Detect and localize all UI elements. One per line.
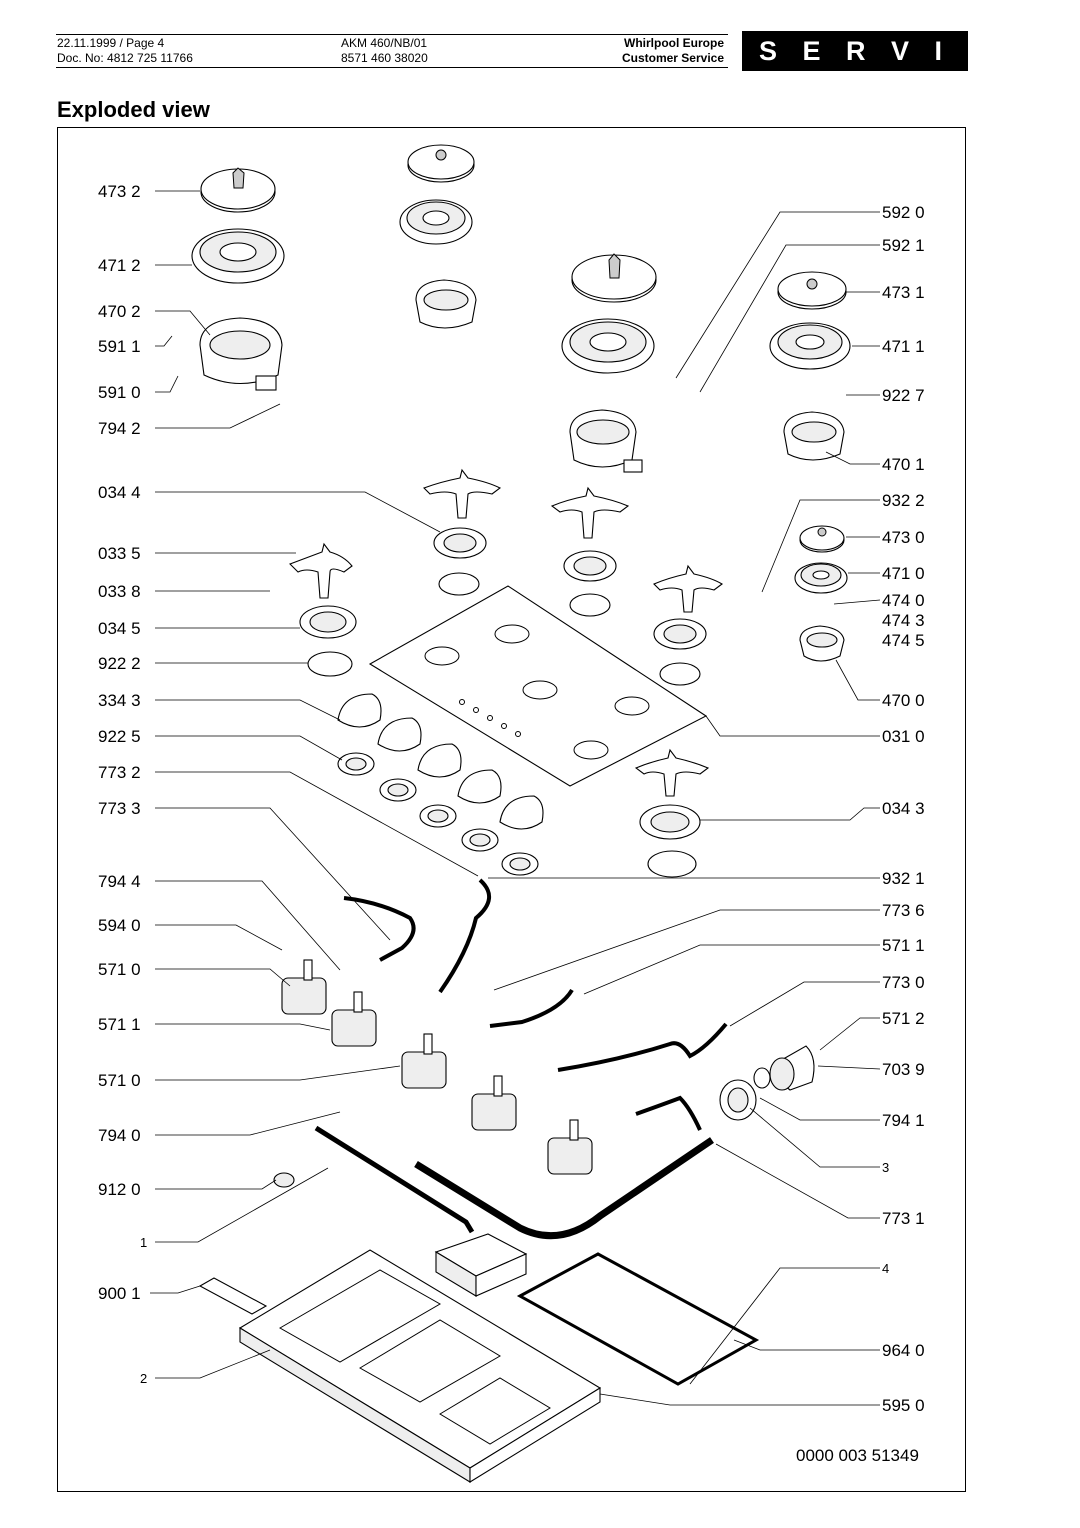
label-471-2: 471 2 [98,256,141,275]
label-471-0: 471 0 [882,564,925,583]
drawing-code: 0000 003 51349 [796,1446,919,1465]
gas-pipes [316,880,726,1236]
label-932-1: 932 1 [882,869,925,888]
label-594-0: 594 0 [98,916,141,935]
label-773-2: 773 2 [98,763,141,782]
label-571-1: 571 1 [98,1015,141,1034]
label-471-1: 471 1 [882,337,925,356]
label-592-1: 592 1 [882,236,925,255]
label-773-6: 773 6 [882,901,925,920]
label-773-0: 773 0 [882,973,925,992]
label-922-7: 922 7 [882,386,925,405]
right-part-labels [882,203,925,1415]
label-034-4: 034 4 [98,483,141,502]
burner-crowns [192,200,850,593]
header-department: Customer Service [621,51,724,65]
label-3: 3 [882,1160,890,1175]
label-4: 4 [882,1261,890,1276]
label-474-5: 474 5 [882,631,925,650]
label-591-1: 591 1 [98,337,141,356]
label-922-5: 922 5 [98,727,141,746]
bottom-housing [240,1250,600,1482]
label-794-1: 794 1 [882,1111,925,1130]
label-474-0: 474 0 [882,591,925,610]
header-doc-number: Doc. No: 4812 725 11766 [57,51,193,65]
label-473-0: 473 0 [882,528,925,547]
burner-caps [201,145,846,552]
label-470-2: 470 2 [98,302,141,321]
service-badge: S E R V I C E [742,31,968,71]
elbow-connectors [720,1046,814,1120]
label-571-1-r: 571 1 [882,936,925,955]
label-794-0: 794 0 [98,1126,141,1145]
label-1: 1 [140,1235,148,1250]
label-571-0: 571 0 [98,960,141,979]
label-031-0: 031 0 [882,727,925,746]
label-473-1: 473 1 [882,283,925,302]
label-473-2: 473 2 [98,182,141,201]
label-922-2: 922 2 [98,654,141,673]
label-033-8: 033 8 [98,582,141,601]
label-034-3: 034 3 [882,799,925,818]
label-773-3: 773 3 [98,799,141,818]
header-company: Whirlpool Europe [624,36,724,50]
label-571-2: 571 2 [882,1009,925,1028]
label-571-0-b: 571 0 [98,1071,141,1090]
label-474-3: 474 3 [882,611,925,630]
left-part-labels [98,182,147,1386]
label-703-9: 703 9 [882,1060,925,1079]
header-date-page: 22.11.1999 / Page 4 [57,36,165,50]
label-2: 2 [140,1371,148,1386]
label-592-0: 592 0 [882,203,925,222]
glass-hob-plate [370,586,706,786]
label-773-1: 773 1 [882,1209,925,1228]
header-model-code: 8571 460 38020 [341,51,428,65]
header-model: AKM 460/NB/01 [341,36,428,50]
label-334-3: 334 3 [98,691,141,710]
label-932-2: 932 2 [882,491,925,510]
label-912-0: 912 0 [98,1180,141,1199]
label-794-4: 794 4 [98,872,141,891]
gas-valves [282,960,592,1174]
label-595-0: 595 0 [882,1396,925,1415]
label-470-1: 470 1 [882,455,925,474]
page-title: Exploded view [57,97,210,122]
label-794-2: 794 2 [98,419,141,438]
label-033-5: 033 5 [98,544,141,563]
label-591-0: 591 0 [98,383,141,402]
label-470-0: 470 0 [882,691,925,710]
label-034-5: 034 5 [98,619,141,638]
label-964-0: 964 0 [882,1341,925,1360]
label-900-1: 900 1 [98,1284,141,1303]
